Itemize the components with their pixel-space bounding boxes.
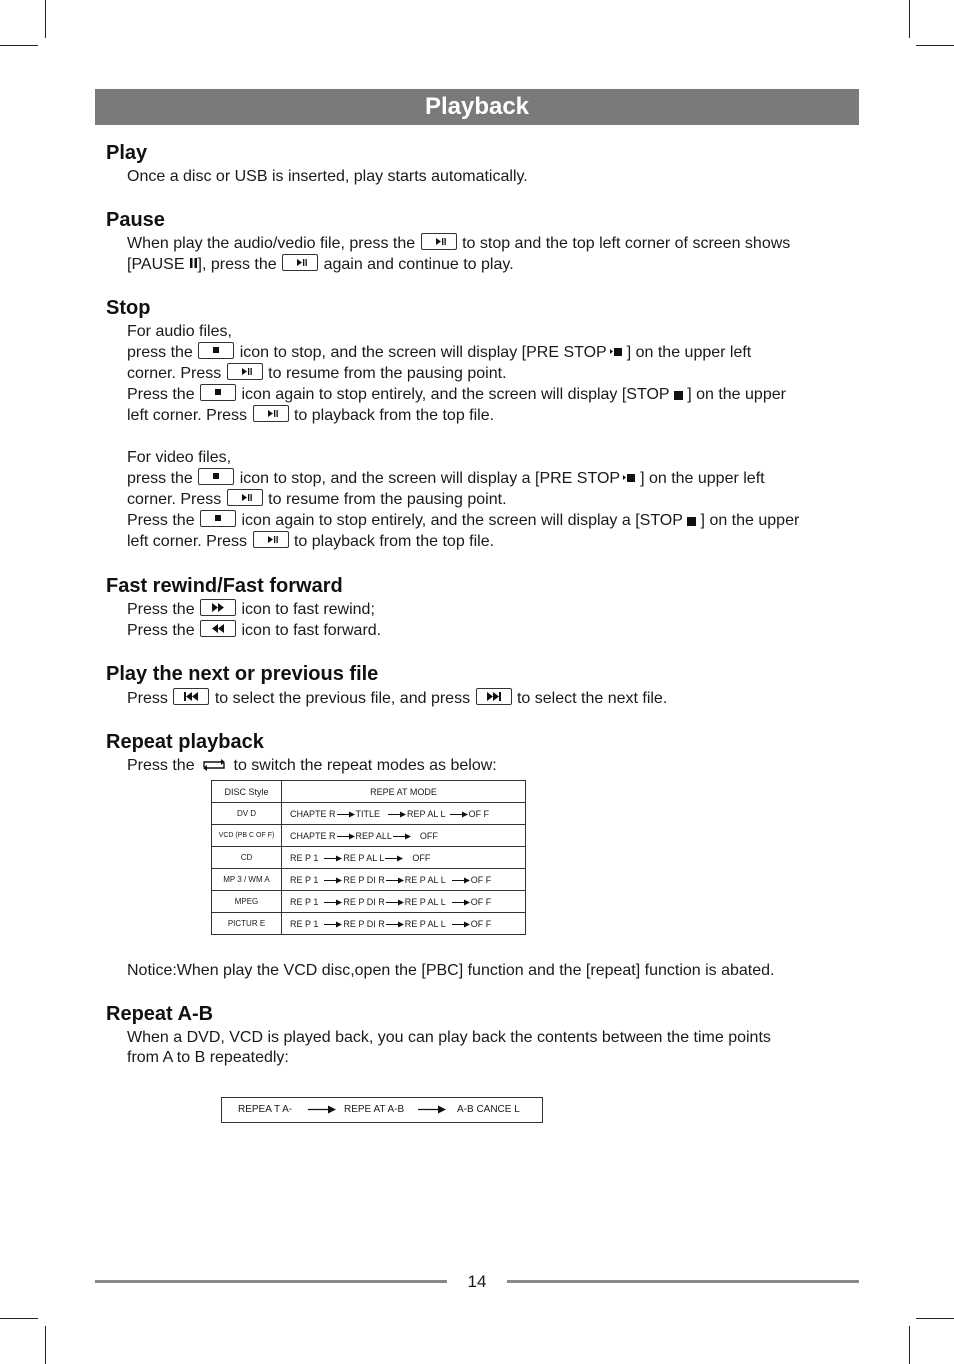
text: Once a disc or USB is inserted, play starts automatically. bbox=[127, 168, 528, 185]
mode: RE P DI R bbox=[343, 918, 385, 929]
arrow-right-icon bbox=[308, 1105, 336, 1114]
mode: RE P AL L bbox=[404, 874, 446, 885]
text: Press the bbox=[127, 512, 195, 529]
mode: RE P 1 bbox=[290, 918, 319, 929]
header-cell: DISC Style bbox=[212, 781, 282, 803]
mode: OF F bbox=[470, 896, 492, 907]
pause-line bbox=[127, 233, 790, 254]
crop-mark bbox=[0, 45, 38, 46]
text: press the bbox=[127, 344, 193, 361]
text: to resume from the pausing point. bbox=[268, 491, 507, 508]
footer-rule-left bbox=[95, 1280, 447, 1283]
arrow-right-icon bbox=[324, 855, 342, 862]
mode: OF F bbox=[470, 918, 492, 929]
play-pause-icon bbox=[253, 531, 289, 548]
arrow-right-icon bbox=[324, 899, 342, 906]
text: ] on the upper bbox=[700, 512, 800, 529]
arrow-right-icon bbox=[452, 921, 470, 928]
arrow-right-icon bbox=[324, 877, 342, 884]
play-pause-icon bbox=[227, 489, 263, 506]
mode: OF F bbox=[470, 874, 492, 885]
repeat-line bbox=[127, 755, 497, 778]
pause-icon bbox=[189, 254, 198, 275]
section-heading-play: Play bbox=[106, 142, 148, 164]
next-line bbox=[127, 688, 667, 709]
mode: CHAPTE R bbox=[290, 808, 336, 819]
arrow-right-icon bbox=[393, 833, 411, 840]
ab-step: REPE AT A-B bbox=[344, 1104, 405, 1115]
section-heading-fast: Fast rewind/Fast forward bbox=[106, 575, 343, 597]
modes-cell bbox=[282, 825, 526, 847]
disc-cell: PICTUR E bbox=[212, 913, 282, 935]
text: icon to stop, and the screen will display a [PRE STOP bbox=[239, 470, 621, 487]
stop-icon bbox=[200, 384, 236, 401]
text: Notice:When play the VCD disc,open the [PBC] function and the [repeat] function is abated. bbox=[127, 962, 775, 979]
disc-cell: MPEG bbox=[212, 891, 282, 913]
text: Press bbox=[127, 690, 168, 707]
table-row bbox=[212, 869, 526, 891]
stop-line bbox=[127, 384, 786, 405]
text: For video files, bbox=[127, 449, 232, 466]
text: Press the bbox=[127, 386, 195, 403]
text: to playback from the top file. bbox=[293, 407, 495, 424]
mode: RE P AL L bbox=[404, 918, 446, 929]
play-pause-icon bbox=[227, 363, 263, 380]
stop-square-icon bbox=[674, 391, 683, 400]
notice-text bbox=[127, 960, 775, 981]
play-pause-icon bbox=[253, 405, 289, 422]
crop-mark bbox=[916, 45, 954, 46]
mode: OFF bbox=[412, 852, 431, 863]
text: Press the bbox=[127, 622, 195, 639]
header-cell: REPE AT MODE bbox=[282, 781, 526, 803]
fast-forward-icon bbox=[200, 599, 236, 616]
table-header-row bbox=[212, 781, 526, 803]
text: to stop and the top left corner of screen shows bbox=[462, 235, 791, 252]
stop-icon bbox=[200, 510, 236, 527]
text: icon to fast forward. bbox=[241, 622, 382, 639]
stop-line bbox=[127, 342, 751, 363]
crop-mark bbox=[45, 1326, 46, 1364]
modes-cell bbox=[282, 891, 526, 913]
play-pause-icon bbox=[282, 254, 318, 271]
mode: TITLE bbox=[355, 808, 381, 819]
text: left corner. Press bbox=[127, 407, 248, 424]
pre-stop-icon bbox=[610, 342, 624, 363]
mode: REP ALL bbox=[355, 830, 392, 841]
repeat-icon bbox=[200, 757, 228, 778]
text: to select the next file. bbox=[516, 690, 668, 707]
arrow-right-icon bbox=[385, 855, 403, 862]
text: to resume from the pausing point. bbox=[268, 365, 507, 382]
arrow-right-icon bbox=[337, 833, 355, 840]
stop-line bbox=[127, 321, 232, 342]
crop-mark bbox=[916, 1318, 954, 1319]
stop-icon bbox=[198, 468, 234, 485]
text: to playback from the top file. bbox=[293, 533, 495, 550]
text: to select the previous file, and press bbox=[214, 690, 471, 707]
crop-mark bbox=[0, 1318, 38, 1319]
table-row bbox=[212, 847, 526, 869]
section-heading-pause: Pause bbox=[106, 209, 165, 231]
text: For audio files, bbox=[127, 323, 232, 340]
disc-cell: CD bbox=[212, 847, 282, 869]
play-pause-icon bbox=[421, 233, 457, 250]
arrow-right-icon bbox=[388, 811, 406, 818]
arrow-right-icon bbox=[452, 899, 470, 906]
arrow-right-icon bbox=[324, 921, 342, 928]
table-row bbox=[212, 913, 526, 935]
text: left corner. Press bbox=[127, 533, 248, 550]
text: again and continue to play. bbox=[323, 256, 514, 273]
modes-cell bbox=[282, 847, 526, 869]
text: When a DVD, VCD is played back, you can play back the contents between the time points bbox=[127, 1029, 771, 1046]
fast-line bbox=[127, 620, 381, 641]
stop-line bbox=[127, 468, 765, 489]
text: from A to B repeatedly: bbox=[127, 1049, 289, 1066]
stop-line bbox=[127, 405, 494, 426]
mode: RE P AL L bbox=[343, 852, 385, 863]
page-number: 14 bbox=[467, 1272, 487, 1291]
section-heading-next: Play the next or previous file bbox=[106, 663, 379, 685]
section-heading-ab: Repeat A-B bbox=[106, 1003, 214, 1025]
section-heading-repeat: Repeat playback bbox=[106, 731, 264, 753]
disc-cell: MP 3 / WM A bbox=[212, 869, 282, 891]
crop-mark bbox=[45, 0, 46, 38]
ab-step: REPEA T A- bbox=[238, 1104, 293, 1115]
stop-line bbox=[127, 363, 507, 384]
table-row bbox=[212, 891, 526, 913]
text: to switch the repeat modes as below: bbox=[233, 757, 497, 774]
stop-line bbox=[127, 447, 231, 468]
mode: RE P 1 bbox=[290, 896, 319, 907]
mode: RE P 1 bbox=[290, 852, 319, 863]
arrow-right-icon bbox=[386, 921, 404, 928]
text: ] on the upper left bbox=[626, 344, 752, 361]
next-icon bbox=[476, 688, 512, 705]
text: icon again to stop entirely, and the screen will display a [STOP bbox=[241, 512, 683, 529]
mode: RE P DI R bbox=[343, 896, 385, 907]
text: corner. Press bbox=[127, 365, 222, 382]
table-row bbox=[212, 803, 526, 825]
mode: OF F bbox=[468, 808, 490, 819]
repeat-modes-table bbox=[211, 780, 526, 935]
mode: OFF bbox=[419, 830, 438, 841]
text: press the bbox=[127, 470, 193, 487]
ab-step: A-B CANCE L bbox=[457, 1104, 520, 1115]
mode: RE P AL L bbox=[404, 896, 446, 907]
text: icon to fast rewind; bbox=[241, 601, 375, 618]
pre-stop-icon bbox=[623, 468, 637, 489]
footer-rule-right bbox=[507, 1280, 859, 1283]
mode: RE P 1 bbox=[290, 874, 319, 885]
stop-line bbox=[127, 510, 799, 531]
play-text bbox=[127, 166, 528, 187]
text: ] on the upper bbox=[687, 386, 786, 403]
text: When play the audio/vedio file, press the bbox=[127, 235, 416, 252]
text: corner. Press bbox=[127, 491, 222, 508]
stop-icon bbox=[198, 342, 234, 359]
text: icon to stop, and the screen will display [PRE STOP bbox=[239, 344, 607, 361]
disc-cell: VCD (PB C OF F) bbox=[212, 825, 282, 847]
mode: RE P DI R bbox=[343, 874, 385, 885]
text: icon again to stop entirely, and the screen will display [STOP bbox=[241, 386, 670, 403]
section-heading-stop: Stop bbox=[106, 297, 151, 319]
repeat-ab-sequence bbox=[221, 1097, 543, 1123]
text: [PAUSE bbox=[127, 256, 185, 273]
modes-cell bbox=[282, 803, 526, 825]
pause-line bbox=[127, 254, 514, 275]
page-title: Playback bbox=[95, 89, 859, 125]
crop-mark bbox=[909, 1326, 910, 1364]
modes-cell bbox=[282, 913, 526, 935]
ab-line bbox=[127, 1047, 289, 1068]
disc-cell: DV D bbox=[212, 803, 282, 825]
arrow-right-icon bbox=[386, 899, 404, 906]
table-row bbox=[212, 825, 526, 847]
stop-line bbox=[127, 531, 494, 552]
stop-line bbox=[127, 489, 507, 510]
ab-line bbox=[127, 1027, 771, 1048]
arrow-right-icon bbox=[386, 877, 404, 884]
modes-cell bbox=[282, 869, 526, 891]
rewind-icon bbox=[200, 620, 236, 637]
text: ], press the bbox=[197, 256, 277, 273]
arrow-right-icon bbox=[450, 811, 468, 818]
arrow-right-icon bbox=[418, 1105, 446, 1114]
fast-line bbox=[127, 599, 375, 620]
text: ] on the upper left bbox=[640, 470, 765, 487]
arrow-right-icon bbox=[452, 877, 470, 884]
arrow-right-icon bbox=[337, 811, 355, 818]
crop-mark bbox=[909, 0, 910, 38]
text: Press the bbox=[127, 601, 195, 618]
previous-icon bbox=[173, 688, 209, 705]
mode: CHAPTE R bbox=[290, 830, 336, 841]
stop-square-icon bbox=[687, 517, 696, 526]
text: Press the bbox=[127, 757, 195, 774]
mode: REP AL L bbox=[407, 808, 446, 819]
